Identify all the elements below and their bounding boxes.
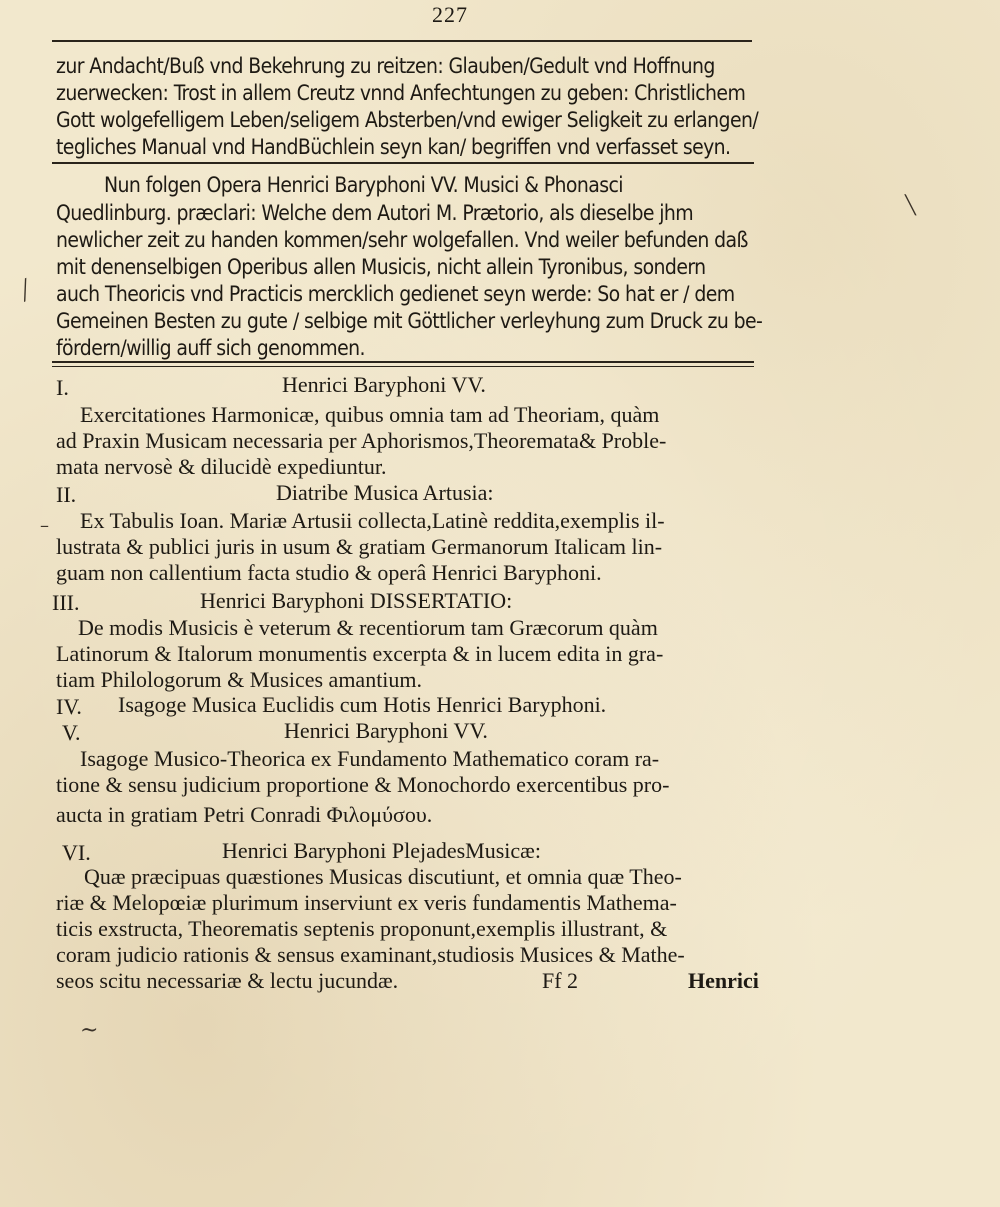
- work-3-line-3: tiam Philologorum & Musices amantium.: [56, 667, 423, 692]
- catchword: Henrici: [688, 968, 759, 993]
- intro-line-4: mit denenselbigen Operibus allen Musicis, nicht allein Tyronibus, sondern: [56, 255, 706, 279]
- top-line-4: tegliches Manual vnd HandBüchlein seyn kan/ begriffen vnd verfasset seyn.: [56, 135, 731, 159]
- intro-line-6: Gemeinen Besten zu gute / selbige mit Göttlicher verleyhung zum Druck zu be-: [56, 309, 763, 333]
- work-2-line-2: lustrata & publici juris in usum & gratiam Germanorum Italicam lin-: [56, 534, 663, 559]
- work-2-line-1: Ex Tabulis Ioan. Mariæ Artusii collecta,Latinè reddita,exemplis il-: [80, 508, 665, 533]
- top-rule: [52, 40, 752, 42]
- work-1-heading: Henrici Baryphoni VV.: [282, 372, 486, 397]
- work-3-line-2: Latinorum & Italorum monumentis excerpta & in lucem edita in gra-: [56, 641, 664, 666]
- intro-line-2: Quedlinburg. præclari: Welche dem Autori M. Prætorio, als dieselbe jhm: [56, 201, 694, 225]
- work-6-line-5: seos scitu necessariæ & lectu jucundæ.: [56, 968, 399, 993]
- top-line-3: Gott wolgefelligem Leben/seligem Absterben/vnd ewiger Seligkeit zu erlangen/: [56, 108, 759, 132]
- work-1-line-3: mata nervosè & dilucidè expediuntur.: [56, 454, 387, 479]
- work-6-line-1: Quæ præcipuas quæstiones Musicas discutiunt, et omnia quæ Theo-: [84, 864, 682, 889]
- work-4-heading: Isagoge Musica Euclidis cum Hotis Henrici Baryphoni.: [118, 692, 607, 717]
- margin-mark-3: ╲: [905, 195, 916, 216]
- intro-line-7: fördern/willig auff sich genommen.: [56, 336, 365, 360]
- intro-line-1: Nun folgen Opera Henrici Baryphoni VV. Musici & Phonasci: [104, 173, 623, 197]
- work-6-line-4: coram judicio rationis & sensus examinant,studiosis Musices & Mathe-: [56, 942, 685, 967]
- work-6-numeral: VI.: [62, 840, 91, 865]
- work-6-line-2: riæ & Melopœiæ plurimum inserviunt ex veris fundamentis Mathema-: [56, 890, 677, 915]
- work-5-heading: Henrici Baryphoni VV.: [284, 718, 488, 743]
- work-6-line-3: ticis exstructa, Theorematis septenis proponunt,exemplis illustrant, &: [56, 916, 668, 941]
- work-5-line-1: Isagoge Musico-Theorica ex Fundamento Mathematico coram ra-: [80, 746, 660, 771]
- intro-line-3: newlicher zeit zu handen kommen/sehr wolgefallen. Vnd weiler befunden daß: [56, 228, 748, 252]
- section-rule-2: [52, 361, 754, 367]
- margin-mark-2: –: [40, 515, 49, 536]
- work-5-numeral: V.: [62, 720, 81, 745]
- work-1-numeral: I.: [56, 375, 69, 400]
- work-6-heading: Henrici Baryphoni PlejadesMusicæ:: [222, 838, 541, 863]
- work-4-numeral: IV.: [56, 694, 82, 719]
- section-rule-1: [52, 162, 754, 164]
- work-5-line-3: aucta in gratiam Petri Conradi Φιλομύσου.: [56, 802, 433, 827]
- work-3-line-1: De modis Musicis è veterum & recentiorum tam Græcorum quàm: [78, 615, 658, 640]
- work-3-heading: Henrici Baryphoni DISSERTATIO:: [200, 588, 513, 613]
- margin-mark-1: ╱: [16, 278, 35, 303]
- work-2-line-3: guam non callentium facta studio & operâ Henrici Baryphoni.: [56, 560, 602, 585]
- intro-line-5: auch Theoricis vnd Practicis mercklich gedienet seyn werde: So hat er / dem: [56, 282, 735, 306]
- page-number: 227: [432, 2, 468, 27]
- work-5-line-2: tione & sensu judicium proportione & Monochordo exercentibus pro-: [56, 772, 670, 797]
- top-line-2: zuerwecken: Trost in allem Creutz vnnd Anfechtungen zu geben: Christlichem: [56, 81, 746, 105]
- work-3-numeral: III.: [52, 590, 80, 615]
- work-2-numeral: II.: [56, 482, 77, 507]
- work-2-heading: Diatribe Musica Artusia:: [276, 480, 494, 505]
- margin-mark-4: ~: [80, 1018, 99, 1043]
- work-1-line-1: Exercitationes Harmonicæ, quibus omnia tam ad Theoriam, quàm: [80, 402, 660, 427]
- top-line-1: zur Andacht/Buß vnd Bekehrung zu reitzen: Glauben/Gedult vnd Hoffnung: [56, 54, 715, 78]
- work-1-line-2: ad Praxin Musicam necessaria per Aphorismos,Theoremata& Proble-: [56, 428, 667, 453]
- signature-mark: Ff 2: [542, 968, 579, 993]
